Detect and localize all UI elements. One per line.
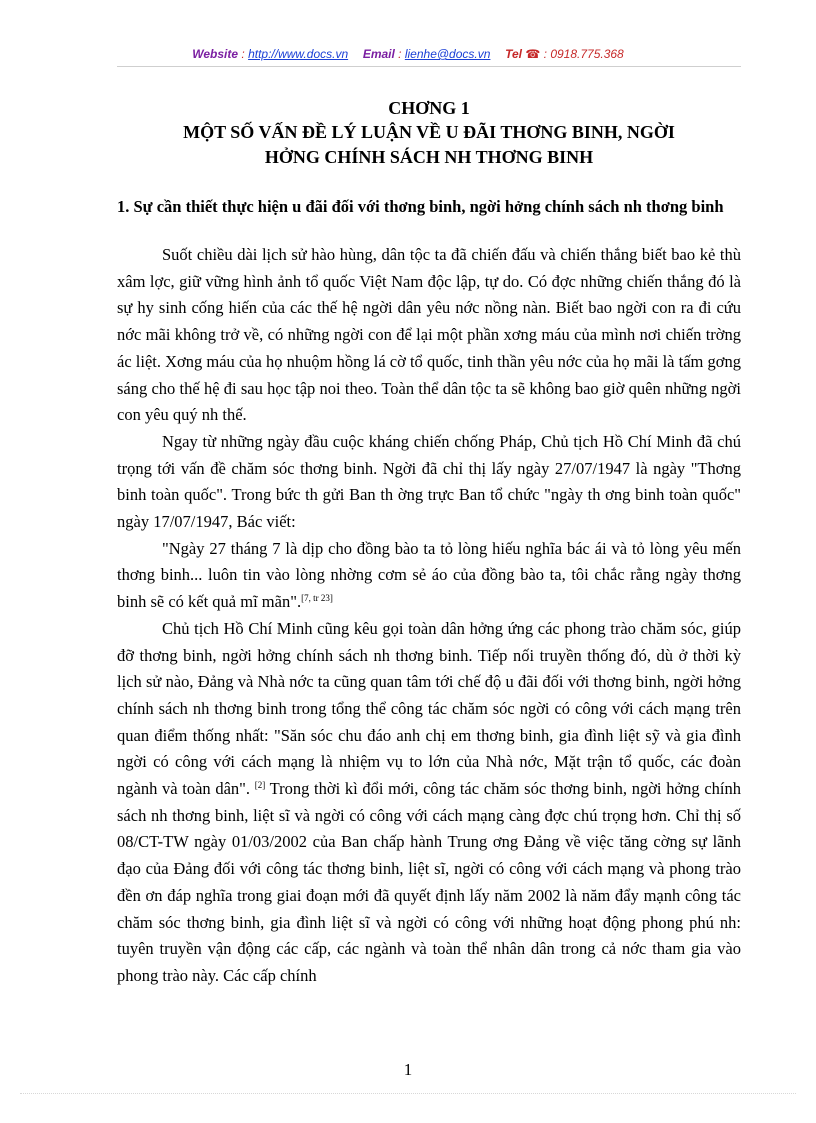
- body-text: [117, 242, 741, 990]
- website-link[interactable]: http://www.docs.vn: [248, 47, 349, 61]
- website-label: Website: [192, 47, 239, 61]
- citation-ref: [7, tr 23]: [301, 593, 333, 604]
- email-label: Email: [362, 47, 395, 61]
- chapter-title: CHƠNG 1: [388, 98, 470, 118]
- paragraph-3: [117, 536, 741, 616]
- chapter-subtitle-line-1: MỘT SỐ VẤN ĐỀ LÝ LUẬN VỀ U ĐÃI THƠNG BINH, NGỜI: [183, 122, 675, 142]
- paragraph-4-text-a: Chủ tịch Hồ Chí Minh cũng kêu gọi toàn dân hởng ứng các phong trào chăm sóc, giúp đỡ thơng binh, ngời hởng chính sách nh thơng binh. Tiếp nối truyền thống đó, dù ở thời kỳ lịch sử nào, Đảng và Nhà nớc ta cũng quan tâm tới chế độ u đãi đối với thơng binh, ngời hởng chính sách nh thơng binh trong tổng thể công tác chăm sóc ngời có công với cách mạng trên quan điểm thống nhất: "Săn sóc chu đáo anh chị em thơng binh, gia đình liệt sỹ và gia đình ngời có công với cách mạng là nhiệm vụ to lớn của Nhà nớc, Mặt trận tổ quốc, các đoàn ngành và toàn dân".: [117, 618, 741, 799]
- paragraph-2: Ngay từ những ngày đầu cuộc kháng chiến chống Pháp, Chủ tịch Hồ Chí Minh đã chú trọng tới vấn đề chăm sóc thơng binh. Ngời đã chỉ thị lấy ngày 27/07/1947 là ngày "Thơng binh toàn quốc". Trong bức th gửi Ban th ờng trực Ban tổ chức "ngày th ơng binh toàn quốc" ngày 17/07/1947, Bác viết:: [117, 431, 741, 532]
- footer-divider: [20, 1093, 796, 1094]
- chapter-subtitle-line-2: HỞNG CHÍNH SÁCH NH THƠNG BINH: [264, 147, 594, 167]
- tel-value: 0918.775.368: [550, 47, 624, 61]
- document-header: Website : http://www.docs.vn Email : lienhe@docs.vn Tel ☎ : 0918.775.368: [192, 47, 624, 61]
- tel-label: Tel: [505, 47, 523, 61]
- quote-text: "Ngày 27 tháng 7 là dịp cho đồng bào ta tỏ lòng hiếu nghĩa bác ái và tỏ lòng yêu mến thơng binh... luôn tin vào lòng nhờng cơm sẻ áo của đồng bào ta, tôi chắc rằng ngày thơng binh sẽ có kết quả mĩ mãn".: [117, 538, 741, 612]
- paragraph-4: [117, 616, 741, 990]
- page-number: 1: [403, 1060, 413, 1079]
- paragraph-4-text-b: Trong thời kì đổi mới, công tác chăm sóc thơng binh, ngời hởng chính sách nh thơng binh, liệt sĩ và ngời có công với cách mạng càng đợc chú trọng hơn. Chỉ thị số 08/CT-TW ngày 01/03/2002 của Ban chấp hành Trung ơng Đảng về việc tăng cờng sự lãnh đạo của Đảng đối với công tác thơng binh, liệt sĩ, ngời có công với cách mạng và phong trào đền ơn đáp nghĩa trong giai đoạn mới đã quyết định lấy năm 2002 là năm đẩy mạnh công tác chăm sóc thơng binh, gia đình liệt sĩ và ngời có công với những hoạt động phong phú nh: tuyên truyền vận động các cấp, các ngành và toàn thể nhân dân trong cả nớc tham gia vào phong trào này. Các cấp chính: [117, 779, 742, 985]
- phone-icon: ☎: [525, 47, 541, 61]
- citation-ref: [2]: [254, 780, 266, 791]
- header-divider: [117, 66, 741, 67]
- email-link[interactable]: lienhe@docs.vn: [404, 47, 491, 61]
- section-heading: 1. Sự cần thiết thực hiện u đãi đối với thơng binh, ngời hởng chính sách nh thơng binh: [117, 197, 724, 216]
- paragraph-1: Suốt chiều dài lịch sử hào hùng, dân tộc ta đã chiến đấu và chiến thắng biết bao kẻ thù xâm lợc, giữ vững hình ảnh tổ quốc Việt Nam độc lập, tự do. Có đợc những chiến thắng đó là sự hy sinh cống hiến của các thế hệ ngời dân yêu nớc nồng nàn. Biết bao ngời con ra đi cứu nớc mãi không trở về, có những ngời con để lại một phần xơng máu của mình nơi chiến trờng ác liệt. Xơng máu của họ nhuộm hồng lá cờ tổ quốc, tinh thần yêu nớc của họ mãi là tấm gơng sáng cho thế hệ đi sau học tập noi theo. Toàn thể dân tộc ta sẽ không bao giờ quên những ngời con yêu quý nh thế.: [117, 245, 741, 425]
